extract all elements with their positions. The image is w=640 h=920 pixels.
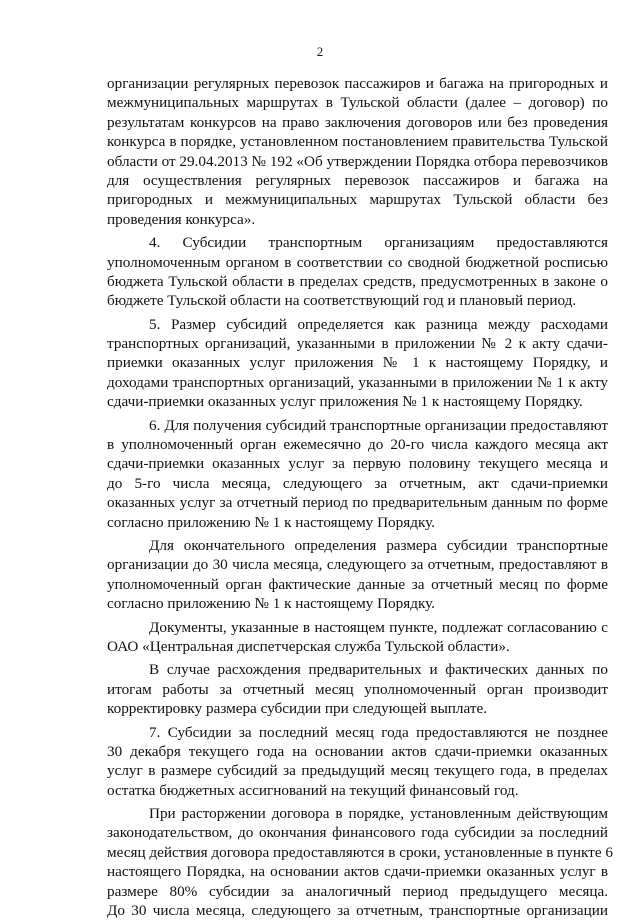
text-line: приемки оказанных услуг приложения № 1 к настоящему Порядку, и xyxy=(107,354,608,372)
text-line: организации до 30 числа месяца, следующего за отчетным, предоставляют в xyxy=(107,556,608,574)
text-line: сдачи-приемки оказанных услуг приложения № 1 к настоящему Порядку. xyxy=(107,393,583,411)
text-line: организации регулярных перевозок пассажиров и багажа на пригородных и xyxy=(107,75,608,92)
paragraph-contract-termination xyxy=(107,804,613,920)
text-line: корректировку размера субсидии при следующей выплате. xyxy=(107,700,488,718)
text-line: согласно приложению № 1 к настоящему Порядку. xyxy=(107,513,435,531)
text-line: остатка бюджетных ассигнований на текущий финансовый год. xyxy=(107,781,519,799)
text-line: до 5-го числа месяца, следующего за отчетным, акт сдачи-приемки xyxy=(107,474,608,492)
text-line: оказанных услуг за отчетный период по предварительным данным по форме xyxy=(107,494,608,512)
document-body xyxy=(107,74,613,920)
paragraph-documents-approval xyxy=(107,618,608,657)
paragraph-continuation xyxy=(107,74,608,229)
text-line: уполномоченный орган фактические данные за отчетный месяц по форме xyxy=(107,575,608,593)
text-line: конкурса в порядке, установленном постановлением правительства Тульской xyxy=(107,133,608,151)
text-line: межмуниципальных маршрутах в Тульской области (далее – договор) по xyxy=(107,94,608,112)
text-line: для осуществления регулярных перевозок пассажиров и багажа на xyxy=(107,171,608,189)
text-line: 5. Размер субсидий определяется как разница между расходами xyxy=(149,315,608,333)
text-line: В случае расхождения предварительных и фактических данных по xyxy=(149,661,608,679)
text-line: уполномоченным органом в соответствии со сводной бюджетной росписью xyxy=(107,253,608,271)
page-number: 2 xyxy=(316,44,324,59)
text-line: бюджета Тульской области в пределах средств, предусмотренных в законе о xyxy=(107,272,608,290)
text-line: До 30 числа месяца, следующего за отчетным, транспортные организации xyxy=(107,902,608,920)
text-line: в уполномоченный орган ежемесячно до 20-го числа каждого месяца акт xyxy=(107,436,608,454)
paragraph-item-5 xyxy=(107,315,608,412)
text-line: ОАО «Центральная диспетчерская служба Тульской области». xyxy=(107,637,510,655)
text-line: итогам работы за отчетный месяц уполномоченный орган производит xyxy=(107,680,608,698)
text-line: пригородных и межмуниципальных маршрутах Тульской области без xyxy=(107,191,608,209)
text-line: бюджете Тульской области на соответствующий год и плановый период. xyxy=(107,292,577,310)
text-line: сдачи-приемки оказанных услуг за первую половину текущего месяца и xyxy=(107,455,608,473)
text-line: При расторжении договора в порядке, установленным действующим xyxy=(149,805,608,823)
paragraph-final-determination xyxy=(107,536,608,614)
text-line: результатам конкурсов на право заключения договоров или без проведения xyxy=(107,113,608,131)
text-line: 6. Для получения субсидий транспортные организации предоставляют xyxy=(149,416,608,434)
text-line: месяц действия договора предоставляются в сроки, установленные в пункте 6 xyxy=(107,843,613,861)
paragraph-item-7 xyxy=(107,723,608,801)
text-line: услуг в размере субсидий за предыдущий месяц текущего года, в пределах xyxy=(107,762,608,780)
text-line: согласно приложению № 1 к настоящему Порядку. xyxy=(107,595,435,613)
text-line: Документы, указанные в настоящем пункте, подлежат согласованию с xyxy=(149,618,608,636)
text-line: 7. Субсидии за последний месяц года предоставляются не позднее xyxy=(149,723,608,741)
text-line: транспортных организаций, указанными в приложении № 2 к акту сдачи- xyxy=(107,335,608,353)
text-line: проведения конкурса». xyxy=(107,210,256,228)
text-line: доходами транспортных организаций, указанными в приложении № 1 к акту xyxy=(107,373,608,391)
text-line: размере 80% субсидии за аналогичный период предыдущего месяца. xyxy=(107,882,608,900)
text-line: 4. Субсидии транспортным организациям предоставляются xyxy=(149,234,608,252)
paragraph-item-6 xyxy=(107,416,608,532)
text-line: 30 декабря текущего года на основании актов сдачи-приемки оказанных xyxy=(107,742,608,760)
paragraph-discrepancy xyxy=(107,660,608,718)
paragraph-item-4 xyxy=(107,233,608,311)
text-line: Для окончательного определения размера субсидии транспортные xyxy=(149,536,608,554)
text-line: законодательством, до окончания финансового года субсидии за последний xyxy=(107,824,608,842)
text-line: настоящего Порядка, на основании актов сдачи-приемки оказанных услуг в xyxy=(107,863,608,881)
text-line: области от 29.04.2013 № 192 «Об утверждении Порядка отбора перевозчиков xyxy=(107,152,609,170)
